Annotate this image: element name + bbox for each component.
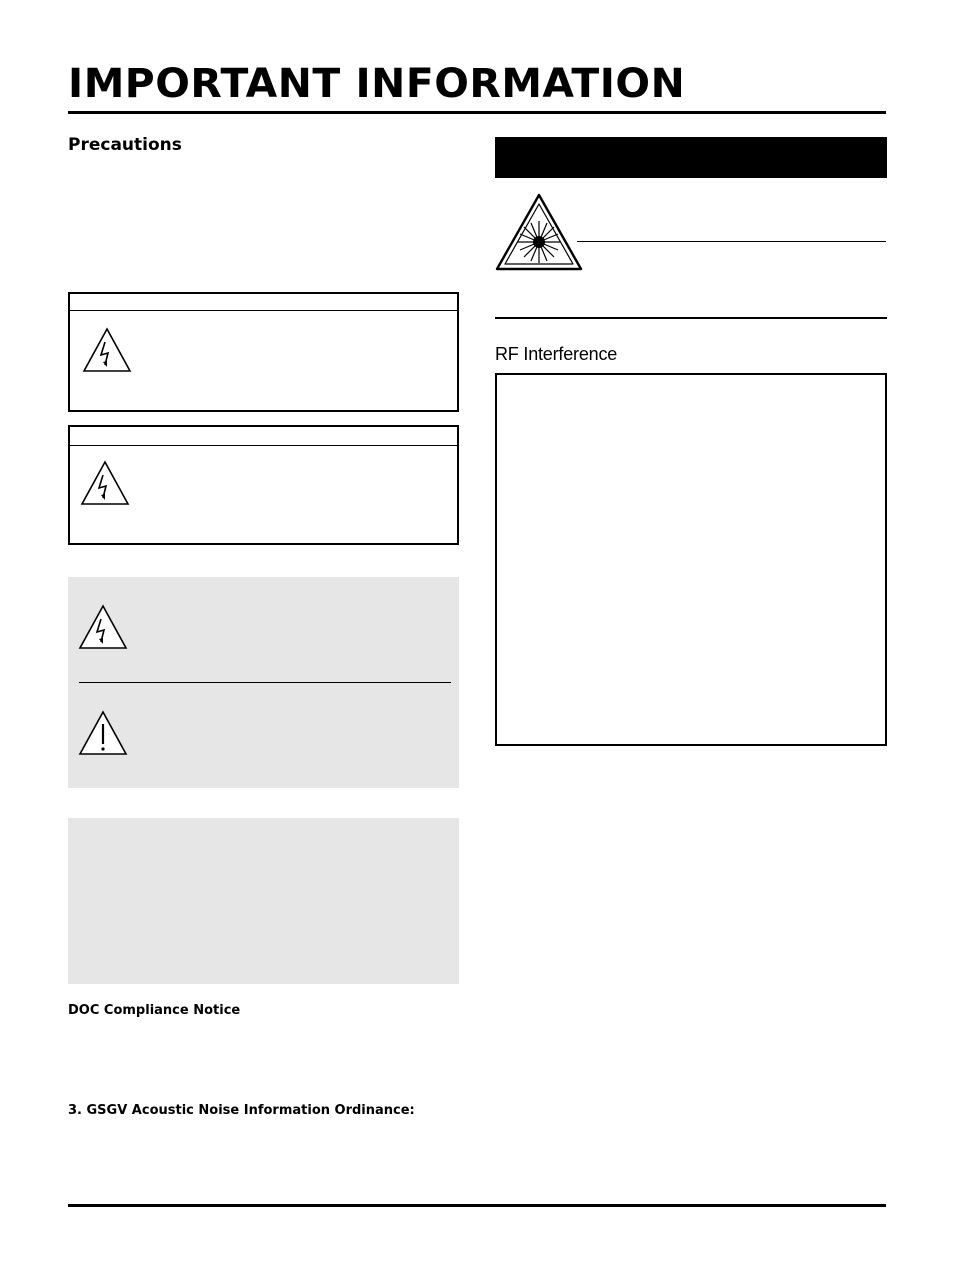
lightning-warning-icon	[78, 604, 128, 650]
notice-panel	[68, 818, 459, 984]
exclamation-warning-icon	[78, 710, 128, 756]
laser-section-header-bar	[495, 137, 887, 178]
rf-interference-box	[495, 373, 887, 746]
rf-interference-heading: RF Interference	[495, 344, 618, 364]
panel-divider	[79, 682, 451, 683]
footer-rule	[68, 1204, 886, 1207]
warning-box-2	[68, 425, 459, 545]
laser-hazard-icon	[495, 192, 583, 272]
lightning-warning-icon	[80, 460, 130, 506]
page-title: IMPORTANT INFORMATION	[68, 61, 686, 107]
warning-box-2-header-rule	[70, 445, 457, 446]
warning-box-1-header-rule	[70, 310, 457, 311]
warning-box-1	[68, 292, 459, 412]
lightning-warning-icon	[82, 327, 132, 373]
laser-label-rule	[577, 241, 886, 242]
title-underline	[68, 111, 886, 114]
gsgv-heading: 3. GSGV Acoustic Noise Information Ordinance:	[68, 1103, 415, 1118]
doc-compliance-heading: DOC Compliance Notice	[68, 1003, 241, 1018]
precautions-heading: Precautions	[68, 135, 182, 155]
section-divider	[495, 317, 887, 319]
symbol-explanation-panel	[68, 577, 459, 788]
